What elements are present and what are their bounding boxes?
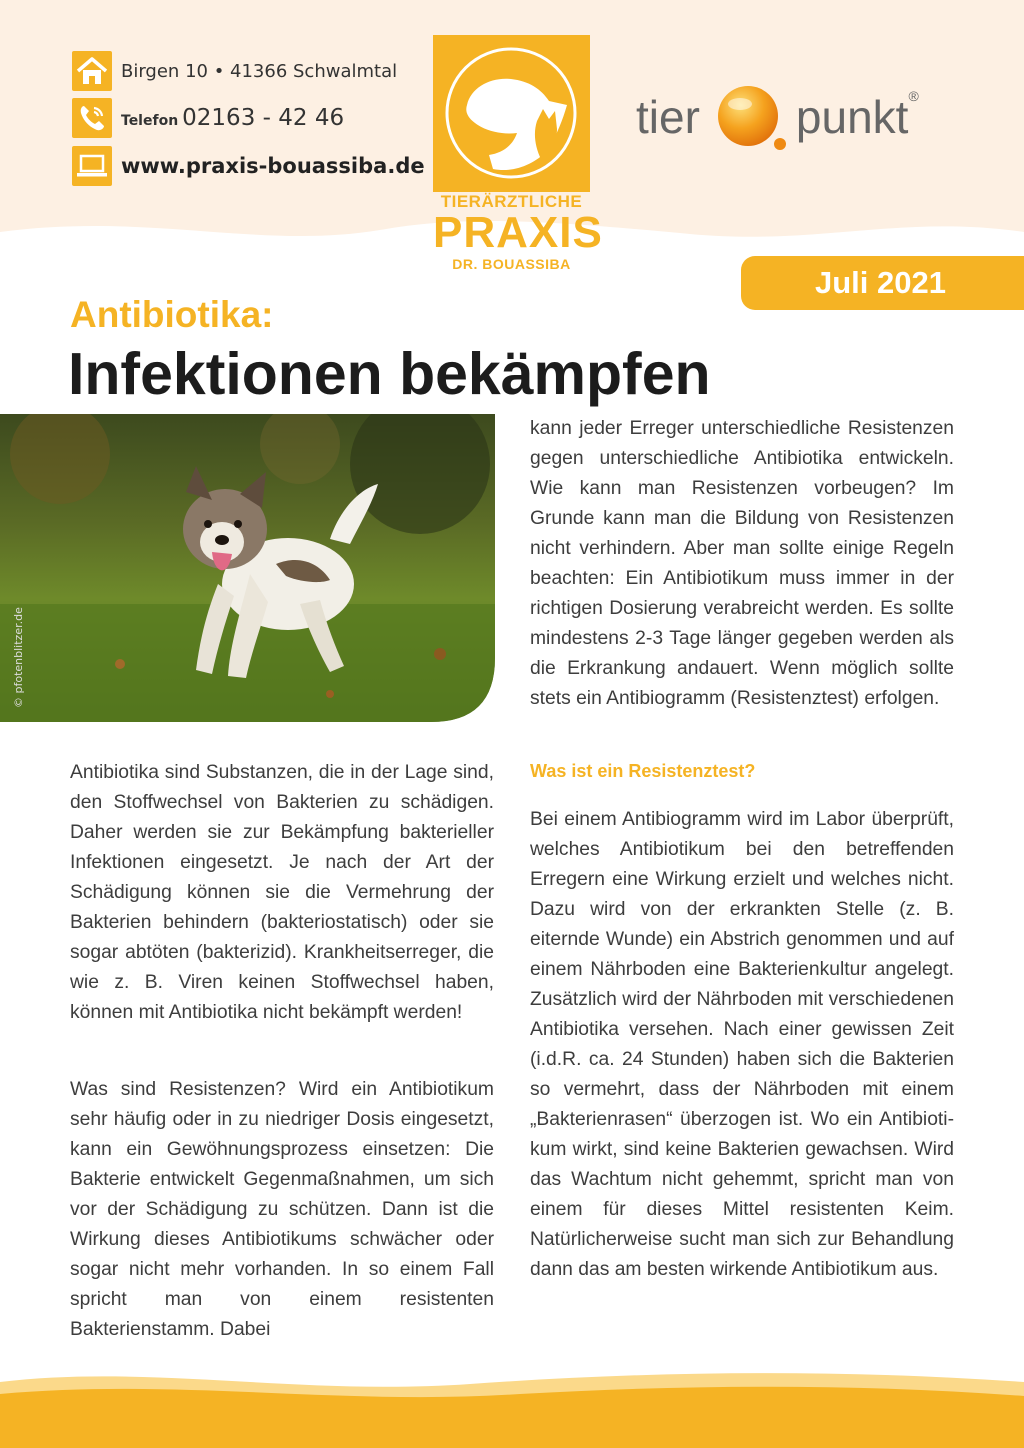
brand-word-right: punkt <box>795 91 909 143</box>
phone-number-text[interactable] <box>121 105 344 131</box>
body-paragraph-1: Antibiotika sind Substanzen, die in der Lage sind, den Stoffwechsel von Bakterien zu schädigen. Daher werden sie zur Bekämpfung bakterieller Infektionen eingesetzt. Je nach der Art der Schädigung können sie die Vermehrung der Bakterien behindern (bakteriostatisch) oder sie sogar abtöten (bakterizid). Krankheitserreger, die wie z. B. Viren keinen Stoffwechsel haben, können mit Antibiotika nicht bekämpft werden! <box>70 762 494 1023</box>
footer-wave <box>0 1362 1024 1448</box>
article-kicker: Antibiotika: <box>70 294 274 335</box>
logo-line-1: TIERÄRZTLICHE <box>440 192 583 211</box>
body-paragraph-4: Bei einem Antibiogramm wird im Labor überprüft, welches Antibiotikum bei den betreffenden Erregern eine Wirkung erzielt und welches nicht. Dazu wird von der erkrankten Stelle (z. B. eiternde Wunde) ein Abstrich genommen und auf einem Nährboden eine Bakterienkultur angelegt. Zusätzlich wird der Nährboden mit verschiedenen Antibiotika versehen. Nach einer gewissen Zeit (i.d.R. ca. 24 Stunden) haben sich die Bakterien so vermehrt, dass der Nährboden mit einem „Bakterienrasen“ überzogen ist. Wo ein Antibiotikum wirkt, sind keine Bakterien gewachsen. Wird das Wachtum nicht gehemmt, spricht man von einem für dieses Mittel resistenten Keim. Natürlicherweise sucht man sich zur Behandlung dann das am besten wirkende Antibiotikum aus. <box>530 809 954 1280</box>
phone-label: Telefon <box>121 113 179 129</box>
orange-drop-icon <box>706 80 790 154</box>
animal-silhouette-icon <box>433 35 590 192</box>
practice-logo-mark <box>433 35 590 192</box>
issue-date-badge: Juli 2021 <box>741 256 1024 310</box>
laptop-icon <box>72 146 112 186</box>
logo-line-2: PRAXIS <box>433 208 603 257</box>
phone-row <box>72 98 344 138</box>
article-headline: Infektionen bekämpfen <box>68 341 711 407</box>
address-row <box>72 51 397 91</box>
phone-number: 02163 - 42 46 <box>182 105 345 131</box>
logo-line-3: DR. BOUASSIBA <box>452 256 571 272</box>
subheading: Was ist ein Resistenztest? <box>530 761 756 781</box>
phone-icon <box>72 98 112 138</box>
photo-credit: © pfotenblitzer.de <box>12 607 25 708</box>
practice-logo-text <box>433 192 603 272</box>
brand-word-left: tier <box>636 91 700 143</box>
registered-mark: ® <box>908 88 919 104</box>
body-paragraph-3: kann jeder Erreger unterschiedliche Resistenzen gegen unterschiedliche Antibiotika entwickeln. Wie kann man Resistenzen vorbeugen? Im Grunde kann man die Bildung von Resistenzen nicht verhindern. Aber man sollte einige Regeln beachten: Ein Antibiotikum muss immer in der richtigen Dosierung verabreicht werden. Es sollte mindestens 2-3 Tage länger gegeben werden als die Erkrankung andauert. Wenn möglich sollte stets ein Antibiogramm (Resistenztest) erfolgen. <box>530 418 954 709</box>
website-row <box>72 146 425 186</box>
dog-photo <box>0 414 495 722</box>
tierpunkt-logo <box>636 82 919 152</box>
body-paragraph-2: Was sind Resistenzen? Wird ein Antibiotikum sehr häufig oder in zu niedriger Dosis eingesetzt, kann ein Gewöhnungsprozess einsetzen: Die Bakterie entwickelt Gegenmaßnahmen, um sich vor der Schädigung zu schützen. Dann ist die Wirkung dieses Antibiotikums schwächer oder sogar nicht mehr vorhanden. In so einem Fall spricht man von einem resistenten Bakterienstamm. Dabei <box>70 1079 494 1340</box>
address-text: Birgen 10 • 41366 Schwalmtal <box>121 60 398 82</box>
website-link[interactable]: www.praxis-bouassiba.de <box>121 154 425 178</box>
home-icon <box>72 51 112 91</box>
